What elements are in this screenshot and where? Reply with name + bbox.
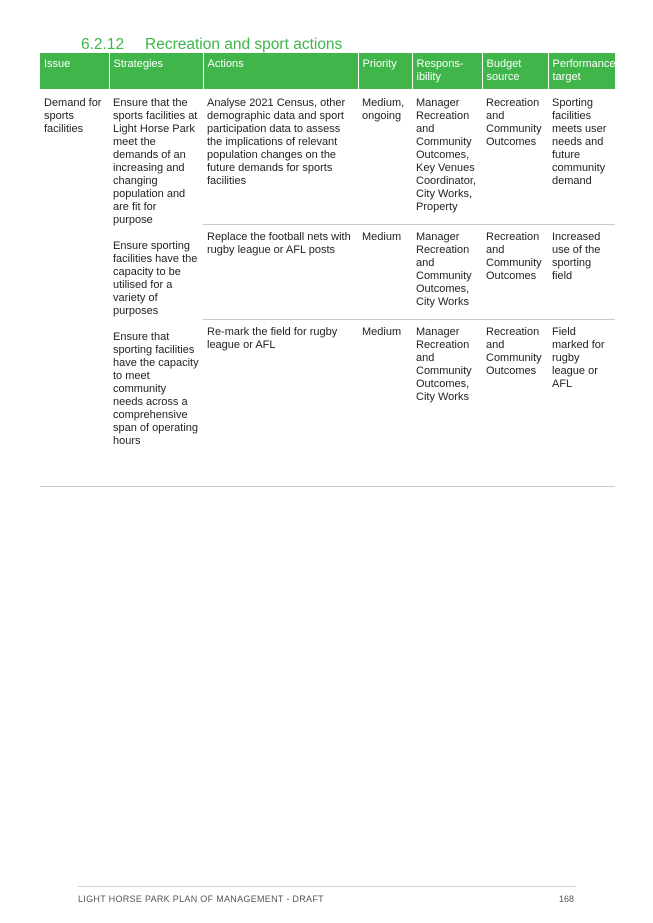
table-row — [40, 89, 615, 225]
section-number: 6.2.12 — [81, 36, 125, 53]
page-number: 168 — [558, 894, 574, 904]
target-cell: Field marked for rugby league or AFL — [548, 320, 615, 487]
header-performance-target: Performance target — [548, 53, 615, 89]
responsibility-cell: Manager Recreation and Community Outcomes, City Works — [412, 320, 482, 487]
header-issue: Issue — [40, 53, 109, 89]
table-bottom-rule — [40, 486, 615, 487]
actions-table — [40, 53, 615, 487]
action-cell: Replace the football nets with rugby league or AFL posts — [203, 225, 358, 320]
target-cell: Increased use of the sporting field — [548, 225, 615, 320]
responsibility-cell: Manager Recreation and Community Outcomes, City Works — [412, 225, 482, 320]
action-cell: Re-mark the field for rugby league or AFL — [203, 320, 358, 487]
section-heading — [81, 36, 342, 54]
table-header-row — [40, 53, 615, 89]
header-priority: Priority — [358, 53, 412, 89]
header-strategies: Strategies — [109, 53, 203, 89]
responsibility-cell: Manager Recreation and Community Outcomes, Key Venues Coordinator, City Works, Property — [416, 97, 476, 213]
section-title: Recreation and sport actions — [145, 36, 343, 53]
header-budget-source: Budget source — [482, 53, 548, 89]
action-cell: Analyse 2021 Census, other demographic data and sport participation data to assess the implications of relevant population changes on the future demands for sports facilities — [207, 97, 346, 187]
budget-cell: Recreation and Community Outcomes — [486, 97, 542, 148]
strategy-text: Ensure that sporting facilities have the capacity to meet community needs across a comprehensive span of operating hours — [113, 331, 199, 447]
footer-document-title: LIGHT HORSE PARK PLAN OF MANAGEMENT - DRAFT — [78, 894, 324, 904]
issue-cell: Demand for sports facilities — [44, 97, 102, 135]
header-responsibility: Respons-ibility — [412, 53, 482, 89]
page-footer — [78, 886, 576, 904]
target-cell: Sporting facilities meets user needs and future community demand — [552, 97, 607, 187]
priority-cell: Medium — [358, 320, 412, 487]
priority-cell: Medium, ongoing — [362, 97, 405, 122]
strategy-text: Ensure that the sports facilities at Light Horse Park meet the demands of an increasing and changing population and are fit for purpose — [113, 97, 198, 226]
strategy-text: Ensure sporting facilities have the capacity to be utilised for a variety of purposes — [113, 240, 198, 317]
strategies-cell — [109, 89, 203, 486]
priority-cell: Medium — [358, 225, 412, 320]
budget-cell: Recreation and Community Outcomes — [482, 225, 548, 320]
header-actions: Actions — [203, 53, 358, 89]
budget-cell: Recreation and Community Outcomes — [482, 320, 548, 487]
